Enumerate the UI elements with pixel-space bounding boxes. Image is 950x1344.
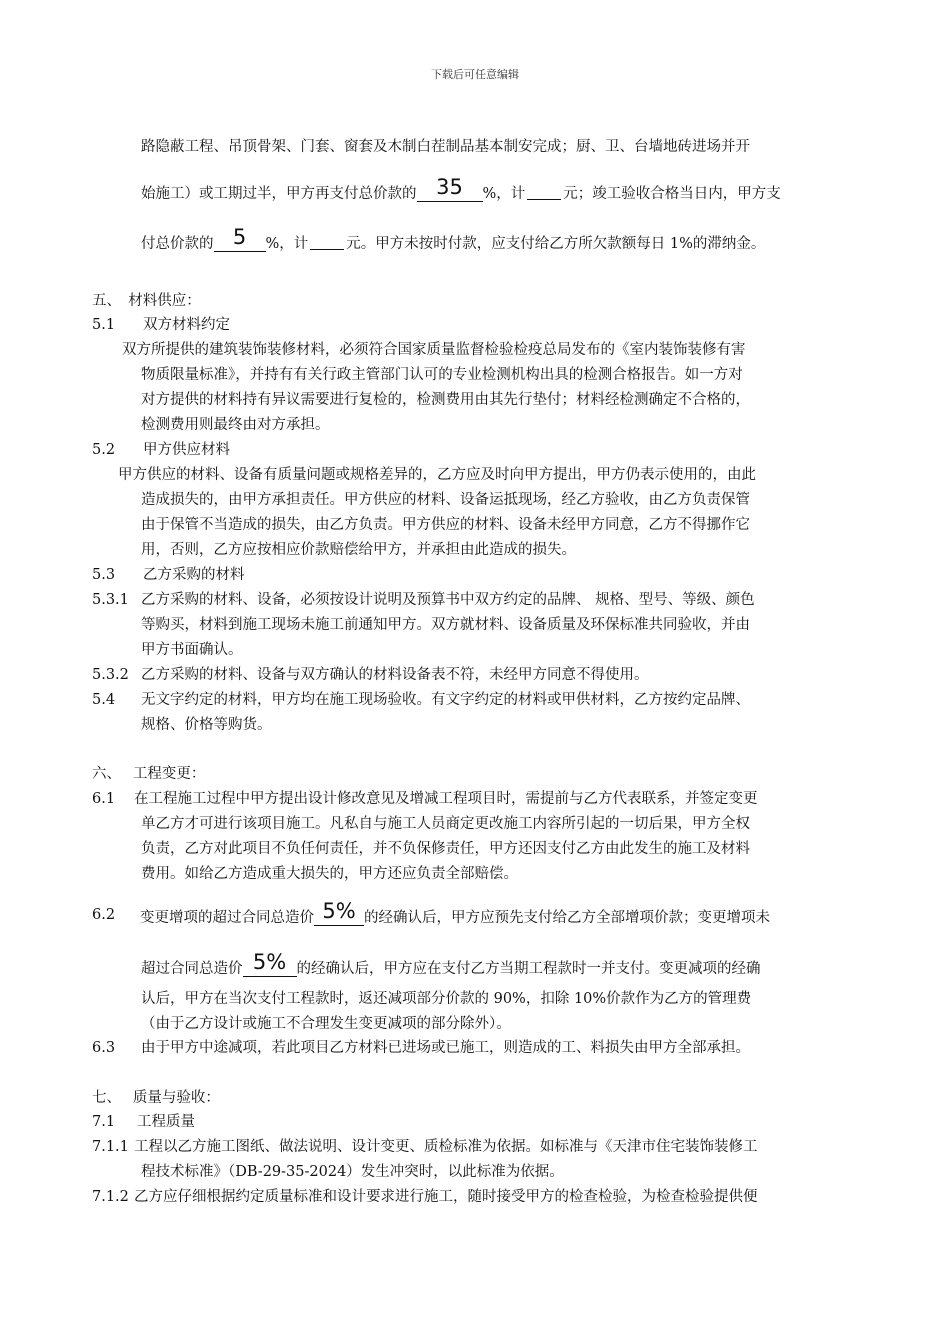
- clause-title: 甲方供应材料: [143, 442, 230, 458]
- paragraph-line: 双方所提供的建筑装饰装修材料，必须符合国家质量监督检验检疫总局发布的《室内装饰装修有害: [122, 342, 746, 358]
- change-line-1: 变更增项的超过合同总造价 5% 的经确认后，甲方应预先支付给乙方全部增项价款；变更增项未: [140, 904, 770, 929]
- clause-number: 5.2: [92, 442, 116, 458]
- clause-number: 6.3: [92, 1040, 116, 1056]
- change-percent-field: 5%: [243, 955, 297, 980]
- paragraph-line: 甲方供应的材料、设备有质量问题或规格差异的，乙方应及时向甲方提出，甲方仍表示使用的，由此: [118, 467, 756, 483]
- paragraph-line: 认后，甲方在当次支付工程款时，返还减项部分价款的 90%，扣除 10%价款作为乙方的管理费: [141, 991, 752, 1007]
- page-header: 下载后可任意编辑: [431, 68, 519, 81]
- change-percent-field: 5%: [314, 904, 364, 929]
- paragraph-line: 由于甲方中途减项，若此项目乙方材料已进场或已施工，则造成的工、料损失由甲方全部承担。: [141, 1040, 750, 1056]
- amount-blank: [527, 185, 561, 200]
- clause-number: 7.1: [92, 1114, 116, 1130]
- paragraph-line: 规格、价格等购货。: [141, 717, 272, 733]
- clause-number: 5.4: [92, 692, 116, 708]
- clause-title: 工程质量: [137, 1114, 195, 1130]
- clause-title: 乙方采购的材料: [143, 567, 245, 583]
- paragraph-line: 程技术标准》（DB-29-35-2024）发生冲突时，以此标准为依据。: [141, 1164, 564, 1180]
- paragraph-line: 检测费用则最终由对方承担。: [141, 417, 330, 433]
- clause-number: 6.1: [92, 791, 116, 807]
- change-line-2: 超过合同总造价 5% 的经确认后，甲方应在支付乙方当期工程款时一并支付。变更减项的经确: [141, 955, 761, 980]
- paragraph-line: 乙方采购的材料、设备与双方确认的材料设备表不符，未经甲方同意不得使用。: [141, 667, 649, 683]
- paragraph-line: 费用。如给乙方造成重大损失的，甲方还应负责全部赔偿。: [141, 866, 518, 882]
- paragraph-line: 单乙方才可进行该项目施工。凡私自与施工人员商定更改施工内容所引起的一切后果，甲方全权: [141, 816, 750, 832]
- section-6-title: 六、 工程变更：: [92, 766, 206, 782]
- clause-number: 5.3.2: [92, 667, 129, 683]
- paragraph-line: 对方提供的材料持有异议需要进行复检的，检测费用由其先行垫付；材料经检测确定不合格的，: [141, 392, 750, 408]
- paragraph-line: 物质限量标准》，并持有有关行政主管部门认可的专业检测机构出具的检测合格报告。如一方对: [141, 367, 743, 383]
- clause-number: 5.3.1: [92, 592, 129, 608]
- paragraph-line: 由于保管不当造成的损失，由乙方负责。甲方供应的材料、设备未经甲方同意，乙方不得挪作它: [141, 517, 750, 533]
- payment-line-3: 付总价款的 5 %，计 元。甲方未按时付款，应支付给乙方所欠款额每日 1%的滞纳金。: [141, 230, 765, 255]
- clause-number: 5.3: [92, 567, 116, 583]
- payment-line-2: 始施工）或工期过半，甲方再支付总价款的 35 %，计 元；竣工验收合格当日内，甲方支: [141, 180, 781, 205]
- amount-blank: [310, 235, 344, 250]
- paragraph-line: 工程以乙方施工图纸、做法说明、设计变更、质检标准为依据。如标准与《天津市住宅装饰装修工: [134, 1139, 758, 1155]
- payment-percent-field: 35: [417, 180, 483, 205]
- clause-title: 双方材料约定: [143, 317, 230, 333]
- section-7-title: 七、 质量与验收：: [92, 1090, 220, 1106]
- final-percent-field: 5: [214, 230, 266, 255]
- paragraph-line: 乙方应仔细根据约定质量标准和设计要求进行施工，随时接受甲方的检查检验，为检查检验提供便: [134, 1189, 758, 1205]
- paragraph-line: 用，否则，乙方应按相应价款赔偿给甲方，并承担由此造成的损失。: [141, 542, 576, 558]
- clause-number: 7.1.1: [92, 1139, 129, 1155]
- clause-number: 5.1: [92, 317, 116, 333]
- section-5-title: 五、 材料供应：: [92, 293, 201, 309]
- paragraph-line: 负责，乙方对此项目不负任何责任，并不负保修责任，甲方还因支付乙方由此发生的施工及材料: [141, 841, 750, 857]
- paragraph-line: 造成损失的，由甲方承担责任。甲方供应的材料、设备运抵现场，经乙方验收，由乙方负责保管: [141, 492, 750, 508]
- paragraph-line: 甲方书面确认。: [141, 642, 243, 658]
- paragraph-line: （由于乙方设计或施工不合理发生变更减项的部分除外）。: [141, 1016, 511, 1032]
- paragraph-line: 等购买，材料到施工现场未施工前通知甲方。双方就材料、设备质量及环保标准共同验收，并由: [141, 617, 750, 633]
- payment-line-1: 路隐蔽工程、吊顶骨架、门套、窗套及木制白茬制品基本制安完成；厨、卫、台墙地砖进场并开: [141, 139, 750, 155]
- paragraph-line: 在工程施工过程中甲方提出设计修改意见及增减工程项目时，需提前与乙方代表联系，并签定变更: [134, 791, 758, 807]
- clause-number: 7.1.2: [92, 1189, 129, 1205]
- clause-number: 6.2: [92, 907, 116, 923]
- paragraph-line: 乙方采购的材料、设备，必须按设计说明及预算书中双方约定的品牌、 规格、型号、等级、颜色: [141, 592, 755, 608]
- paragraph-line: 无文字约定的材料，甲方均在施工现场验收。有文字约定的材料或甲供材料，乙方按约定品牌、: [141, 692, 750, 708]
